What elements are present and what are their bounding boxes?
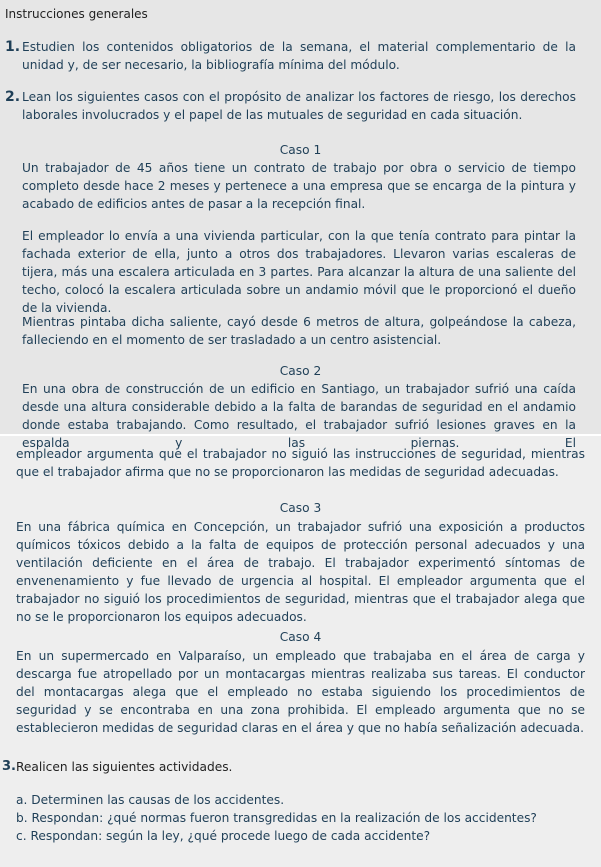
caso-1-title: Caso 1 <box>279 143 322 157</box>
caso-1-paragraph-1: Un trabajador de 45 años tiene un contrato de trabajo por obra o servicio de tiempo completo desde hace 2 meses y pertenece a una empresa que se encarga de la pintura y acabado de edificios antes de pasar a la recepción final. <box>22 161 576 211</box>
caso-3-text: En una fábrica química en Concepción, un trabajador sufrió una exposición a productos químicos tóxicos debido a la falta de equipos de protección personal adecuados y una ventilación deficiente en el área de trabajo. El trabajador experimentó síntomas de envenenamiento y fue llevado de urgencia al hospital. El empleador argumenta que el trabajador no siguió los procedimientos de seguridad, mientras que el trabajador alega que no se le proporcionaron los equipos adecuados. <box>16 520 585 624</box>
caso-1-paragraph-3: Mientras pintaba dicha saliente, cayó desde 6 metros de altura, golpeándose la cabeza, falleciendo en el momento de ser trasladado a un centro asistencial. <box>22 315 576 347</box>
activities-number: 3. <box>2 759 16 774</box>
instruction-1-text: Estudien los contenidos obligatorios de la semana, el material complementario de la unidad y, de ser necesario, la bibliografía mínima del módulo. <box>22 40 576 72</box>
instruction-2-number: 2. <box>5 89 21 105</box>
caso-1-paragraph-2: El empleador lo envía a una vivienda particular, con la que tenía contrato para pintar la fachada exterior de ella, junto a otros dos trabajadores. Llevaron varias escaleras de tijera, más una escalera articulada en 3 partes. Para alcanzar la altura de una saliente del techo, colocó la escalera articulada sobre un andamio móvil que le proporcionó el dueño de la vivienda. <box>22 229 576 315</box>
page-heading: Instrucciones generales <box>5 7 148 21</box>
caso-3-title: Caso 3 <box>279 501 322 515</box>
caso-4-title: Caso 4 <box>279 630 322 644</box>
activities-intro: Realicen las siguientes actividades. <box>16 760 233 774</box>
caso-2-text-part-2: empleador argumenta que el trabajador no siguió las instrucciones de seguridad, mientras que el trabajador afirma que no se proporcionaron las medidas de seguridad adecuadas. <box>16 447 585 479</box>
caso-2-title: Caso 2 <box>279 364 322 378</box>
caso-4-text: En un supermercado en Valparaíso, un empleado que trabajaba en el área de carga y descarga fue atropellado por un montacargas mientras realizaba sus tareas. El conductor del montacargas alega que el empleado no estaba siguiendo los procedimientos de seguridad y se encontraba en una zona prohibida. El empleado argumenta que no se establecieron medidas de seguridad claras en el área y que no había señalización adecuada. <box>16 649 585 735</box>
instruction-1-number: 1. <box>5 39 21 55</box>
activity-a: a. Determinen las causas de los accidentes. <box>16 793 285 807</box>
instruction-2-text: Lean los siguientes casos con el propósito de analizar los factores de riesgo, los derechos laborales involucrados y el papel de las mutuales de seguridad en cada situación. <box>22 90 576 122</box>
caso-2-text-part-1: En una obra de construcción de un edificio en Santiago, un trabajador sufrió una caída desde una altura considerable debido a la falta de barandas de seguridad en el andamio donde estaba trabajando. Como resultado, el trabajador sufrió lesiones graves en la espalda y las piernas. El <box>22 382 576 450</box>
activity-b: b. Respondan: ¿qué normas fueron transgredidas en la realización de los accidentes? <box>16 811 537 825</box>
activity-c: c. Respondan: según la ley, ¿qué procede luego de cada accidente? <box>16 829 431 843</box>
